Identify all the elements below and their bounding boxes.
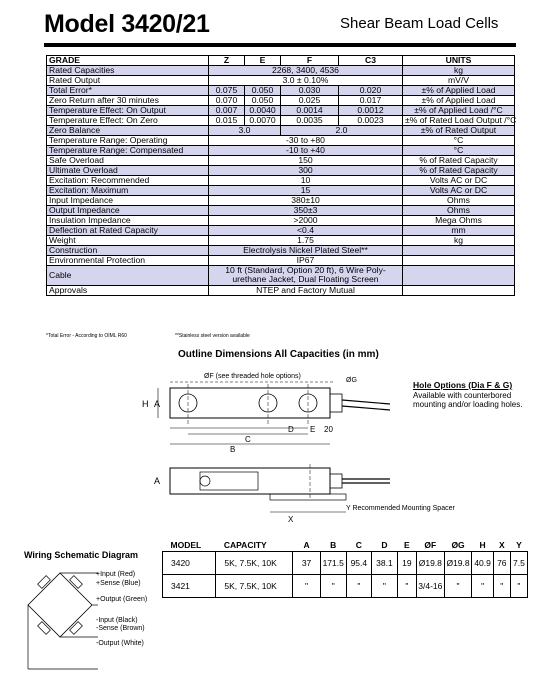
spec-value-cell: 0.050 (245, 96, 281, 106)
dims-row (163, 552, 528, 575)
dim-letter-d: D (288, 425, 294, 434)
dims-header-cell: Y (510, 538, 527, 552)
dims-cell: 40.9 (472, 552, 493, 575)
dims-cell: 37 (293, 552, 321, 575)
spec-value-cell: 350±3 (209, 206, 403, 216)
dims-header-cell: C (346, 538, 372, 552)
spec-units-cell (403, 246, 515, 256)
spec-row-label: Excitation: Recommended (47, 176, 209, 186)
dims-header-cell: X (493, 538, 510, 552)
dims-cell: " (320, 575, 346, 598)
spec-value-cell: 0.0014 (281, 106, 339, 116)
spec-units-cell (403, 266, 515, 286)
spec-table (46, 55, 515, 296)
spec-row (47, 266, 515, 286)
spec-value-cell: <0.4 (209, 226, 403, 236)
spec-row-label: Rated Output (47, 76, 209, 86)
spec-row-label: Zero Return after 30 minutes (47, 96, 209, 106)
dims-cell: Ø19.8 (444, 552, 472, 575)
spec-value-cell: 2268, 3400, 4536 (209, 66, 403, 76)
product-subtitle: Shear Beam Load Cells (340, 15, 499, 32)
spec-units-cell: Mega Ohms (403, 216, 515, 226)
dims-cell: " (510, 575, 527, 598)
wire-label: -Sense (Brown) (96, 625, 145, 632)
dims-cell: 95.4 (346, 552, 372, 575)
spec-header-row (47, 56, 515, 66)
title-rule (44, 43, 516, 47)
dims-header-cell: ØG (444, 538, 472, 552)
dims-cell: 19 (397, 552, 416, 575)
dim-label-20: 20 (324, 425, 333, 434)
spec-row-label: Temperature Effect: On Zero (47, 116, 209, 126)
dim-letter-h: H (142, 399, 149, 409)
spec-units-cell (403, 256, 515, 266)
spec-row-label: Cable (47, 266, 209, 286)
dims-header-cell: H (472, 538, 493, 552)
spec-row (47, 166, 515, 176)
spec-header-cell: Z (209, 56, 245, 66)
spec-value-cell: 15 (209, 186, 403, 196)
spec-value-cell: 0.007 (209, 106, 245, 116)
dims-cell: " (346, 575, 372, 598)
spec-units-cell: ±% of Rated Output (403, 126, 515, 136)
dims-header-cell: A (293, 538, 321, 552)
spec-units-cell: °C (403, 146, 515, 156)
spec-units-cell: Volts AC or DC (403, 186, 515, 196)
spec-value-cell: -30 to +80 (209, 136, 403, 146)
dim-letter-e: E (310, 425, 316, 434)
spec-row (47, 126, 515, 136)
spec-row (47, 246, 515, 256)
spec-units-cell: mm (403, 226, 515, 236)
spec-units-cell: Ohms (403, 196, 515, 206)
spec-header-cell: E (245, 56, 281, 66)
dims-cell: 171.5 (320, 552, 346, 575)
spec-units-cell: °C (403, 136, 515, 146)
dims-cell: 5K, 7.5K, 10K (216, 552, 293, 575)
cable-line (342, 400, 390, 404)
mounting-spacer (270, 494, 346, 500)
spec-value-cell: 0.0040 (245, 106, 281, 116)
spec-row (47, 256, 515, 266)
hole-options-desc: Available with counterbored mounting and/or loading holes. (413, 391, 523, 410)
dims-cell: " (493, 575, 510, 598)
spec-row (47, 226, 515, 236)
spec-row-label: Temperature Range: Compensated (47, 146, 209, 156)
spec-row-label: Approvals (47, 285, 209, 295)
spec-header-cell: C3 (339, 56, 403, 66)
wire-label: -Output (White) (96, 640, 144, 647)
spec-row (47, 285, 515, 295)
outline-title: Outline Dimensions All Capacities (in mm) (178, 349, 379, 360)
spec-units-cell: % of Rated Capacity (403, 156, 515, 166)
spec-units-cell: mV/V (403, 76, 515, 86)
spec-value-cell: NTEP and Factory Mutual (209, 285, 403, 295)
spec-value-cell: 0.070 (209, 96, 245, 106)
spec-row (47, 206, 515, 216)
spec-header-cell: F (281, 56, 339, 66)
spec-units-cell: Volts AC or DC (403, 176, 515, 186)
spec-value-cell: -10 to +40 (209, 146, 403, 156)
spec-value-cell: 0.0035 (281, 116, 339, 126)
cable-gland (330, 394, 342, 412)
spec-units-cell: ±% of Rated Load Output /°C (403, 116, 515, 126)
spec-row-label: Environmental Protection (47, 256, 209, 266)
outline-drawing (142, 362, 455, 537)
spec-units-cell: % of Rated Capacity (403, 166, 515, 176)
spec-value-cell: 0.0012 (339, 106, 403, 116)
dims-header-cell: ØF (416, 538, 444, 552)
dims-header-cell: D (372, 538, 398, 552)
footnote-total-error: *Total Error - According to OIML R60 (46, 333, 127, 339)
dims-header-cell: E (397, 538, 416, 552)
spec-row-label: Temperature Range: Operating (47, 136, 209, 146)
spec-value-cell: 1.75 (209, 236, 403, 246)
spec-value-cell: 10 ft (Standard, Option 20 ft), 6 Wire Poly-urethane Jacket, Dual Floating Screen (209, 266, 403, 286)
hole-options-title: Hole Options (Dia F & G) (413, 380, 513, 390)
dims-cell: 7.5 (510, 552, 527, 575)
spec-row-label: Ultimate Overload (47, 166, 209, 176)
wire-label: +Input (Red) (96, 571, 136, 578)
dim-letter-c: C (245, 435, 251, 444)
spec-row (47, 76, 515, 86)
spec-value-cell: 0.050 (245, 86, 281, 96)
dims-row (163, 575, 528, 598)
spec-units-cell (403, 285, 515, 295)
spec-units-cell: ±% of Applied Load (403, 86, 515, 96)
dims-cell: " (444, 575, 472, 598)
spec-units-cell: ±% of Applied Load (403, 96, 515, 106)
dim-letter-x: X (288, 515, 294, 524)
spec-units-cell: kg (403, 236, 515, 246)
spec-row-label: Zero Balance (47, 126, 209, 136)
dims-cell: 76 (493, 552, 510, 575)
dims-cell: " (372, 575, 398, 598)
dim-letter-a2: A (154, 476, 161, 486)
dims-cell: " (293, 575, 321, 598)
dims-cell: 5K, 7.5K, 10K (216, 575, 293, 598)
spec-value-cell: 0.030 (281, 86, 339, 96)
g-callout: ØG (346, 377, 357, 384)
spec-value-cell: 0.017 (339, 96, 403, 106)
dims-cell: " (397, 575, 416, 598)
spec-value-cell: 3.0 ± 0.10% (209, 76, 403, 86)
spec-value-cell: >2000 (209, 216, 403, 226)
spec-value-cell: 0.075 (209, 86, 245, 96)
spec-row (47, 236, 515, 246)
spec-row-label: Temperature Effect: On Output (47, 106, 209, 116)
dim-letter-a: A (154, 399, 161, 409)
spec-row-label: Rated Capacities (47, 66, 209, 76)
spec-units-cell: kg (403, 66, 515, 76)
spec-header-cell: UNITS (403, 56, 515, 66)
dims-cell: " (472, 575, 493, 598)
wire-label: +Sense (Blue) (96, 580, 141, 587)
spec-units-cell: Ohms (403, 206, 515, 216)
dim-letter-b: B (230, 445, 236, 454)
spec-row-label: Deflection at Rated Capacity (47, 226, 209, 236)
dims-cell: 3421 (163, 575, 216, 598)
spec-header-cell: GRADE (47, 56, 209, 66)
spec-row (47, 146, 515, 156)
wiring-title: Wiring Schematic Diagram (24, 550, 138, 560)
dims-header-cell: B (320, 538, 346, 552)
spec-row-label: Excitation: Maximum (47, 186, 209, 196)
spacer-callout: Y Recommended Mounting Spacer (346, 505, 455, 512)
dims-cell: 38.1 (372, 552, 398, 575)
spec-value-cell: Electrolysis Nickel Plated Steel** (209, 246, 403, 256)
spec-row (47, 136, 515, 146)
spec-value-cell: 0.025 (281, 96, 339, 106)
spec-row (47, 66, 515, 76)
wire-label: -Input (Black) (96, 617, 138, 624)
spec-value-cell: IP67 (209, 256, 403, 266)
spec-row (47, 96, 515, 106)
spec-row (47, 196, 515, 206)
spec-value-cell: 2.0 (281, 126, 403, 136)
spec-value-cell: 0.0023 (339, 116, 403, 126)
dims-header-cell: CAPACITY (216, 538, 293, 552)
spec-row-label: Construction (47, 246, 209, 256)
dims-header-cell: MODEL (163, 538, 216, 552)
beam-side-view (170, 388, 330, 418)
footnote-steel: **Stainless steel version available (175, 333, 250, 339)
model-title: Model 3420/21 (44, 10, 210, 38)
spec-row (47, 216, 515, 226)
spec-value-cell: 3.0 (209, 126, 281, 136)
spec-row-label: Output Impedance (47, 206, 209, 216)
spec-value-cell: 300 (209, 166, 403, 176)
hole-callout: ØF (see threaded hole options) (204, 373, 301, 380)
wire-label: +Output (Green) (96, 596, 148, 603)
dims-cell: 3/4-16 (416, 575, 444, 598)
dimensions-table (162, 538, 528, 598)
spec-row-label: Insulation Impedance (47, 216, 209, 226)
spec-row (47, 116, 515, 126)
spec-value-cell: 0.020 (339, 86, 403, 96)
dims-cell: Ø19.8 (416, 552, 444, 575)
spec-value-cell: 0.0070 (245, 116, 281, 126)
dims-cell: 3420 (163, 552, 216, 575)
spec-row (47, 156, 515, 166)
spec-row-label: Weight (47, 236, 209, 246)
spec-units-cell: ±% of Applied Load /°C (403, 106, 515, 116)
spec-row (47, 186, 515, 196)
spec-value-cell: 10 (209, 176, 403, 186)
spec-value-cell: 150 (209, 156, 403, 166)
spec-value-cell: 380±10 (209, 196, 403, 206)
spec-row (47, 106, 515, 116)
spec-row-label: Total Error* (47, 86, 209, 96)
spec-row (47, 86, 515, 96)
spec-row-label: Input Impedance (47, 196, 209, 206)
spec-row-label: Safe Overload (47, 156, 209, 166)
spec-row (47, 176, 515, 186)
spec-value-cell: 0.015 (209, 116, 245, 126)
